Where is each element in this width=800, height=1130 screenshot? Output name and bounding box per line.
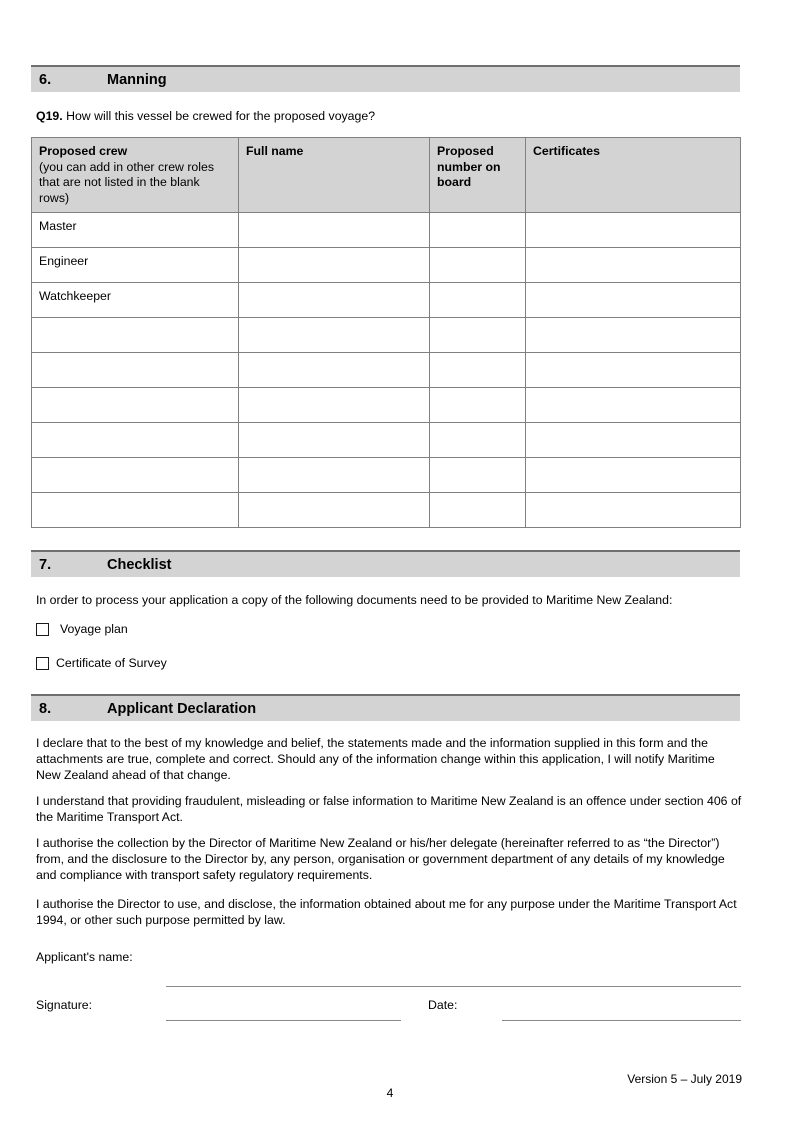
section-title-declaration: Applicant Declaration bbox=[107, 700, 257, 717]
checklist-item-voyage-plan[interactable] bbox=[36, 622, 128, 636]
applicant-name-input[interactable] bbox=[166, 986, 741, 987]
crew-table bbox=[31, 137, 741, 528]
declaration-paragraph-1: I declare that to the best of my knowledge and belief, the statements made and the information supplied in this form and the attachments are true, complete and correct. Should any of the information change within this application, I will notify Maritime New Zealand ahead of that change. bbox=[36, 736, 715, 783]
checklist-item-label: Voyage plan bbox=[60, 622, 128, 636]
table-row bbox=[32, 458, 741, 493]
section-number-declaration: 8. bbox=[39, 700, 52, 717]
table-row bbox=[32, 248, 741, 283]
cell-role[interactable] bbox=[32, 423, 239, 458]
cell-number-on-board[interactable] bbox=[430, 213, 526, 248]
question-q19-text: How will this vessel be crewed for the proposed voyage? bbox=[62, 109, 376, 123]
section-header-applicant-declaration bbox=[31, 694, 740, 721]
table-row bbox=[32, 423, 741, 458]
cell-certificates[interactable] bbox=[526, 388, 741, 423]
section-title-checklist: Checklist bbox=[107, 556, 172, 573]
table-row bbox=[32, 283, 741, 318]
checklist-intro: In order to process your application a copy of the following documents need to be provided to Maritime New Zealand: bbox=[36, 593, 673, 607]
cell-full-name[interactable] bbox=[239, 283, 430, 318]
crew-table-body bbox=[32, 213, 741, 528]
signature-input[interactable] bbox=[166, 1020, 401, 1021]
cell-certificates[interactable] bbox=[526, 283, 741, 318]
declaration-paragraph-2: I understand that providing fraudulent, misleading or false information to Maritime New Zealand is an offence under section 406 of the Maritime Transport Act. bbox=[36, 794, 742, 825]
column-header-full-name: Full name bbox=[239, 138, 430, 213]
cell-certificates[interactable] bbox=[526, 248, 741, 283]
cell-full-name[interactable] bbox=[239, 458, 430, 493]
cell-certificates[interactable] bbox=[526, 493, 741, 528]
section-header-checklist bbox=[31, 550, 740, 577]
cell-full-name[interactable] bbox=[239, 423, 430, 458]
cell-role: Engineer bbox=[32, 248, 239, 283]
cell-certificates[interactable] bbox=[526, 213, 741, 248]
cell-number-on-board[interactable] bbox=[430, 423, 526, 458]
cell-role: Watchkeeper bbox=[32, 283, 239, 318]
date-label: Date: bbox=[428, 998, 458, 1012]
section-title-manning: Manning bbox=[107, 71, 167, 88]
question-q19-number: Q19. bbox=[36, 109, 63, 123]
crew-table-header-row bbox=[32, 138, 741, 213]
checklist-item-certificate-of-survey[interactable] bbox=[36, 656, 167, 670]
column-header-proposed-crew-main: Proposed crew bbox=[39, 144, 128, 158]
checkbox-icon[interactable] bbox=[36, 657, 49, 670]
column-header-proposed-crew-sub: (you can add in other crew roles that are not listed in the blank rows) bbox=[39, 159, 214, 205]
cell-full-name[interactable] bbox=[239, 213, 430, 248]
cell-full-name[interactable] bbox=[239, 248, 430, 283]
cell-certificates[interactable] bbox=[526, 423, 741, 458]
checklist-item-label: Certificate of Survey bbox=[56, 656, 167, 670]
column-header-proposed-crew bbox=[32, 138, 239, 213]
section-header-manning bbox=[31, 65, 740, 92]
cell-number-on-board[interactable] bbox=[430, 318, 526, 353]
cell-full-name[interactable] bbox=[239, 353, 430, 388]
section-number-manning: 6. bbox=[39, 71, 52, 88]
declaration-paragraph-3: I authorise the collection by the Director of Maritime New Zealand or his/her delegate (hereinafter referred to as “the Director”) from, and the disclosure to the Director by, any person, organisation or government department of any details of my knowledge and compliance with transport safety regulatory requirements. bbox=[36, 836, 725, 883]
footer-page-number: 4 bbox=[386, 1086, 394, 1100]
section-number-checklist: 7. bbox=[39, 556, 52, 573]
table-row bbox=[32, 388, 741, 423]
cell-role[interactable] bbox=[32, 388, 239, 423]
table-row bbox=[32, 353, 741, 388]
cell-role[interactable] bbox=[32, 353, 239, 388]
cell-certificates[interactable] bbox=[526, 318, 741, 353]
cell-certificates[interactable] bbox=[526, 458, 741, 493]
cell-role[interactable] bbox=[32, 493, 239, 528]
column-header-certificates: Certificates bbox=[526, 138, 741, 213]
cell-full-name[interactable] bbox=[239, 388, 430, 423]
table-row bbox=[32, 318, 741, 353]
cell-number-on-board[interactable] bbox=[430, 493, 526, 528]
crew-table-head bbox=[32, 138, 741, 213]
cell-number-on-board[interactable] bbox=[430, 283, 526, 318]
cell-full-name[interactable] bbox=[239, 318, 430, 353]
cell-role: Master bbox=[32, 213, 239, 248]
applicant-name-label: Applicant's name: bbox=[36, 950, 133, 964]
cell-number-on-board[interactable] bbox=[430, 458, 526, 493]
checkbox-icon[interactable] bbox=[36, 623, 49, 636]
cell-number-on-board[interactable] bbox=[430, 388, 526, 423]
table-row bbox=[32, 493, 741, 528]
question-q19 bbox=[36, 108, 375, 124]
cell-role[interactable] bbox=[32, 458, 239, 493]
date-input[interactable] bbox=[502, 1020, 741, 1021]
declaration-paragraph-4: I authorise the Director to use, and disclose, the information obtained about me for any purpose under the Maritime Transport Act 1994, or other such purpose permitted by law. bbox=[36, 897, 737, 928]
cell-full-name[interactable] bbox=[239, 493, 430, 528]
signature-label: Signature: bbox=[36, 998, 93, 1012]
cell-number-on-board[interactable] bbox=[430, 248, 526, 283]
column-header-number-on-board: Proposed number on board bbox=[430, 138, 526, 213]
cell-number-on-board[interactable] bbox=[430, 353, 526, 388]
cell-role[interactable] bbox=[32, 318, 239, 353]
footer-version: Version 5 – July 2019 bbox=[627, 1072, 742, 1086]
table-row bbox=[32, 213, 741, 248]
cell-certificates[interactable] bbox=[526, 353, 741, 388]
